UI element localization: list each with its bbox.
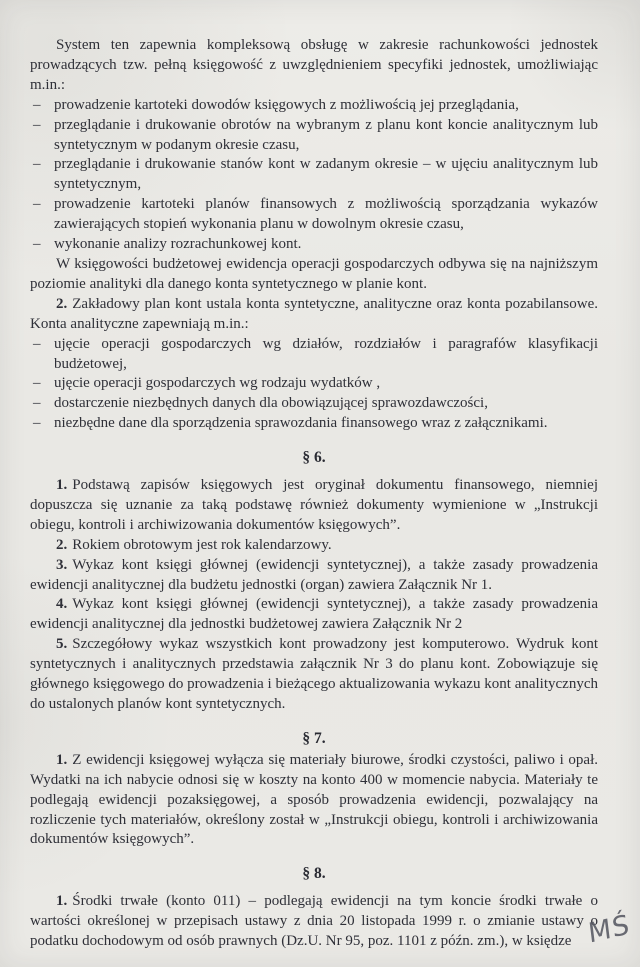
paragraph-numbered: [30, 751, 598, 851]
paragraph-text: Wykaz kont księgi głównej (ewidencji syntetycznej), a także zasady prowadzenia ewidencji analitycznej dla jednostki budżetowej zawiera Załącznik Nr 2: [30, 596, 598, 633]
list-item: [30, 374, 598, 394]
paragraph-text: Wykaz kont księgi głównej (ewidencji syntetycznej), a także zasady prowadzenia ewidencji analitycznej dla budżetu jednostki (organ) zawiera Załącznik Nr 1.: [30, 556, 598, 593]
paragraph-numbered: [30, 295, 598, 335]
paragraph-number: 3.: [56, 556, 68, 573]
section-heading-7: § 7.: [302, 729, 326, 747]
dash-marker: –: [33, 236, 41, 253]
dash-marker: –: [33, 335, 41, 352]
feature-list: [30, 335, 598, 435]
handwritten-initials: MŚ: [586, 909, 632, 950]
dash-marker: –: [33, 116, 41, 133]
paragraph-text: Środki trwałe (konto 011) – podlegają ewidencji na tym koncie środki trwałe o wartości określonej w przepisach ustawy z dnia 20 listopada 1999 r. o zmianie ustawy o podatku dochodowym od osób prawnych (Dz.U. Nr 95, poz. 1101 z późn. zm.), w księdze: [30, 893, 598, 950]
paragraph-numbered: [30, 556, 598, 596]
paragraph-number: 1.: [56, 751, 68, 768]
paragraph-numbered: [30, 635, 598, 715]
dash-marker: –: [33, 395, 41, 412]
paragraph-numbered: [30, 536, 598, 556]
paragraph-number: 1.: [56, 477, 68, 494]
list-item: [30, 96, 598, 116]
paragraph-numbered: [30, 476, 598, 536]
dash-marker: –: [33, 156, 41, 173]
list-item-text: ujęcie operacji gospodarczych wg działów, rozdziałów i paragrafów klasyfikacji budżetowej,: [54, 335, 598, 372]
paragraph: W księgowości budżetowej ewidencja operacji gospodarczych odbywa się na najniższym poziomie analityki dla danego konta syntetycznego w planie kont.: [30, 255, 598, 292]
list-item: [30, 155, 598, 195]
paragraph-number: 2.: [56, 295, 68, 312]
list-item: [30, 394, 598, 414]
list-item-text: ujęcie operacji gospodarczych wg rodzaju wydatków ,: [54, 375, 381, 392]
section-heading-6: § 6.: [302, 449, 326, 467]
dash-marker: –: [33, 415, 41, 432]
section-heading-8: § 8.: [302, 865, 326, 883]
list-item: [30, 335, 598, 375]
dash-marker: –: [33, 196, 41, 213]
list-item: [30, 116, 598, 156]
list-item-text: prowadzenie kartoteki planów finansowych z możliwością sporządzania wykazów zawierających stopień wykonania planu w dowolnym okresie czasu,: [54, 196, 598, 233]
paragraph-number: 2.: [56, 536, 68, 553]
paragraph-text: Szczegółowy wykaz wszystkich kont prowadzony jest komputerowo. Wydruk kont syntetycznych i analitycznych przedstawia załącznik Nr 3 do planu kont. Zobowiązuje się głównego księgowego do prowadzenia i bieżącego aktualizowania wykazu kont analitycznych do ustalonych planów kont syntetycznych.: [30, 636, 598, 712]
list-item-text: niezbędne dane dla sporządzenia sprawozdania finansowego wraz z załącznikami.: [54, 415, 548, 432]
paragraph-number: 1.: [56, 893, 68, 910]
paragraph-text: Podstawą zapisów księgowych jest oryginał dokumentu finansowego, niemniej dopuszcza się uznanie za taką podstawę również dokumenty wymienione w „Instrukcji obiegu, kontroli i archiwizowania dokumentów księgowych”.: [30, 477, 598, 533]
paragraph-number: 5.: [56, 636, 68, 653]
paragraph-numbered: [30, 892, 598, 952]
list-item-text: prowadzenie kartoteki dowodów księgowych z możliwością jej przeglądania,: [54, 96, 519, 113]
list-item: [30, 195, 598, 235]
dash-marker: –: [33, 96, 41, 113]
paragraph-text: Rokiem obrotowym jest rok kalendarzowy.: [72, 536, 332, 553]
list-item-text: dostarczenie niezbędnych danych dla obowiązującej sprawozdawczości,: [54, 395, 488, 412]
list-item-text: wykonanie analizy rozrachunkowej kont.: [54, 236, 302, 253]
paragraph-text: Z ewidencji księgowej wyłącza się materiały biurowe, środki czystości, paliwo i opał. Wydatki na ich nabycie odnosi się w koszty na konto 400 w momencie nabycia. Materiały te podlegają ewidencji pozaksięgowej, a sposób prowadzenia ewidencji, pozwalający na rozliczenie tych materiałów, określony został w „Instrukcji obiegu, kontroli i archiwizowania dokumentów księgowych”.: [30, 751, 598, 848]
list-item-text: przeglądanie i drukowanie stanów kont w zadanym okresie – w ujęciu analitycznym lub syntetycznym,: [54, 156, 598, 193]
paragraph-numbered: [30, 595, 598, 635]
dash-marker: –: [33, 375, 41, 392]
feature-list: [30, 96, 598, 255]
paragraph-number: 4.: [56, 596, 68, 613]
paragraph-text: Zakładowy plan kont ustala konta syntetyczne, analityczne oraz konta pozabilansowe. Konta analityczne zapewniają m.in.:: [30, 295, 598, 332]
list-item: [30, 414, 598, 434]
list-item-text: przeglądanie i drukowanie obrotów na wybranym z planu kont koncie analitycznym lub syntetycznym w podanym okresie czasu,: [54, 116, 598, 153]
list-item: [30, 235, 598, 255]
paragraph-intro: System ten zapewnia kompleksową obsługę w zakresie rachunkowości jednostek prowadzących tzw. pełną księgowość z uwzględnieniem specyfiki jednostek, umożliwiając m.in.:: [30, 37, 598, 93]
